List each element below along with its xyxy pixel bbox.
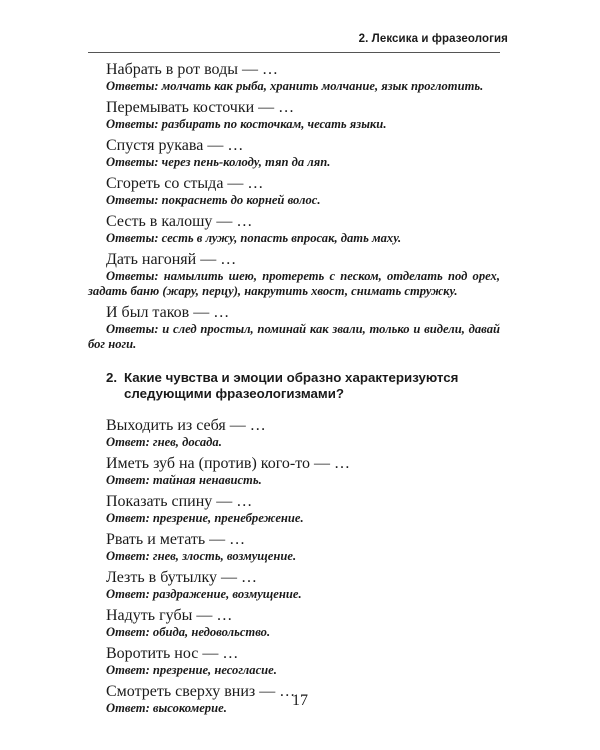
page-content <box>88 60 500 720</box>
idiom-answer: Ответы: сесть в лужу, попасть впросак, дать маху. <box>106 231 402 245</box>
idiom-phrase: Воротить нос — … <box>106 645 239 662</box>
question-text: Какие чувства и эмоции образно характеризуются следующими фразеологизмами? <box>124 370 459 401</box>
idiom-answer: Ответ: раздражение, возмущение. <box>106 587 302 601</box>
idiom-phrase: И был таков — … <box>106 304 230 321</box>
idiom-phrase: Рвать и метать — … <box>106 531 246 548</box>
list-item <box>88 568 500 602</box>
idiom-phrase: Лезть в бутылку — … <box>106 569 258 586</box>
list-item <box>88 60 500 94</box>
idiom-answer: Ответ: обида, недовольство. <box>106 625 271 639</box>
idiom-answer: Ответы: через пень-колоду, тяп да ляп. <box>106 155 331 169</box>
idiom-phrase: Спустя рукава — … <box>106 137 244 154</box>
idiom-answer: Ответы: покраснеть до корней волос. <box>106 193 321 207</box>
list-item <box>88 454 500 488</box>
list-item <box>88 174 500 208</box>
idiom-answer: Ответ: гнев, злость, возмущение. <box>106 549 297 563</box>
list-item <box>88 212 500 246</box>
idiom-answer: Ответ: высокомерие. <box>106 701 227 715</box>
list-item <box>88 416 500 450</box>
list-item <box>88 303 500 352</box>
idiom-phrase: Набрать в рот воды — … <box>106 61 278 78</box>
question-heading <box>88 370 500 402</box>
idiom-phrase: Сгореть со стыда — … <box>106 175 264 192</box>
list-item <box>88 606 500 640</box>
idiom-phrase: Дать нагоняй — … <box>106 251 237 268</box>
list-item <box>88 98 500 132</box>
list-item <box>88 530 500 564</box>
idiom-answer: Ответ: гнев, досада. <box>106 435 222 449</box>
idiom-answer: Ответ: презрение, пренебрежение. <box>106 511 304 525</box>
running-head: 2. Лексика и фразеология <box>358 33 508 45</box>
idiom-phrase: Сесть в калошу — … <box>106 213 253 230</box>
idiom-answer: Ответ: презрение, несогласие. <box>106 663 277 677</box>
page-number: 17 <box>292 692 308 709</box>
idiom-answer: Ответы: молчать как рыба, хранить молчание, язык проглотить. <box>106 79 484 93</box>
list-item <box>88 250 500 299</box>
idiom-phrase: Надуть губы — … <box>106 607 233 624</box>
header-rule <box>88 52 500 53</box>
list-item <box>88 492 500 526</box>
idiom-phrase: Перемывать косточки — … <box>106 99 295 116</box>
question-number: 2. <box>106 370 118 385</box>
idiom-answer: Ответ: тайная ненависть. <box>106 473 262 487</box>
idiom-phrase: Иметь зуб на (против) кого-то — … <box>106 455 350 472</box>
idiom-answer: Ответы: и след простыл, поминай как звали, только и видели, давай бог ноги. <box>88 322 500 351</box>
idiom-phrase: Показать спину — … <box>106 493 253 510</box>
idiom-answer: Ответы: намылить шею, протереть с песком, отделать под орех, задать баню (жару, перцу), накрутить хвост, снимать стружку. <box>88 269 500 298</box>
idiom-answer: Ответы: разбирать по косточкам, чесать языки. <box>106 117 387 131</box>
idiom-phrase: Смотреть сверху вниз — … <box>106 683 296 700</box>
list-item <box>88 644 500 678</box>
idiom-phrase: Выходить из себя — … <box>106 417 266 434</box>
list-item <box>88 136 500 170</box>
